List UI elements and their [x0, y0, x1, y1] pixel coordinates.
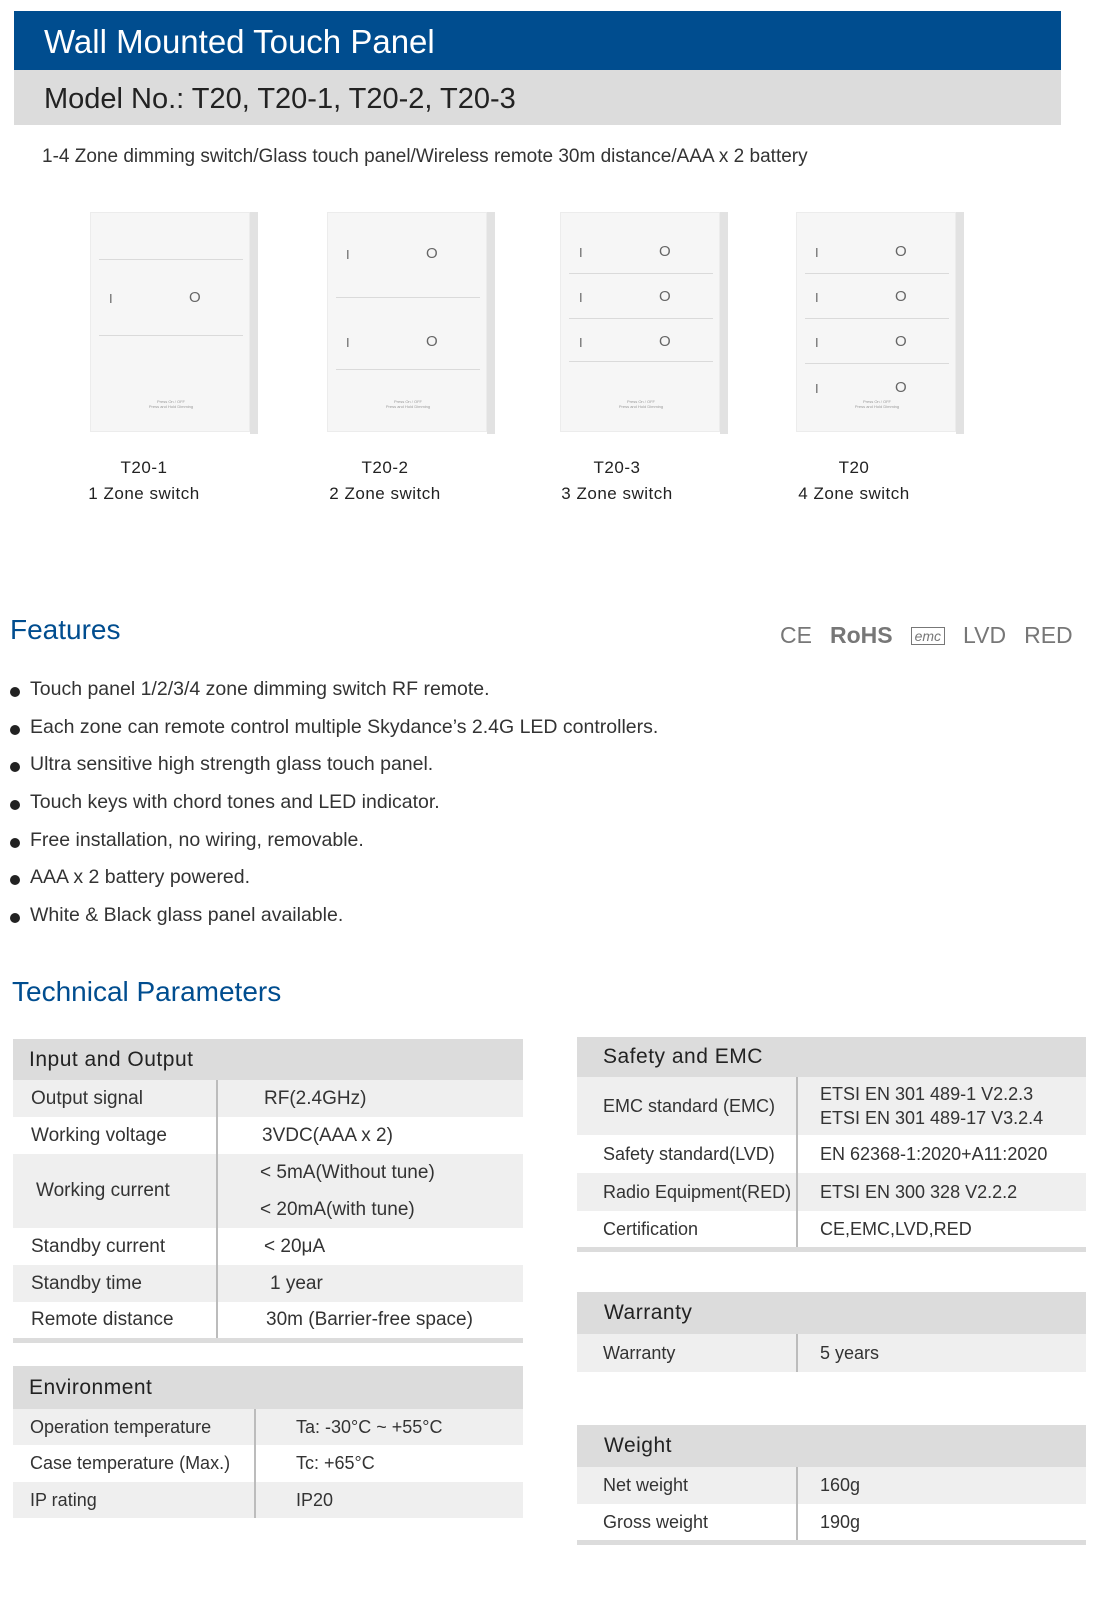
panel-edge: [720, 212, 728, 434]
table-row: Working current < 5mA(Without tune): [13, 1154, 523, 1191]
product-description: 1 Zone switch: [88, 484, 200, 503]
off-key-icon: O: [189, 289, 201, 306]
on-key-icon: I: [579, 290, 583, 305]
features-heading: Features: [10, 614, 121, 645]
table-row: Case temperature (Max.) Tc: +65°C: [13, 1445, 523, 1482]
table-row: Radio Equipment(RED) ETSI EN 300 328 V2.2.2: [577, 1173, 1086, 1211]
safety-table-title: Safety and EMC: [577, 1037, 1086, 1077]
off-key-icon: O: [659, 333, 671, 350]
off-key-icon: O: [895, 288, 907, 305]
certification-logos: [780, 622, 1073, 649]
on-key-icon: I: [109, 291, 113, 306]
feature-item: Ultra sensitive high strength glass touch panel.: [10, 753, 658, 791]
product-code: T20-3: [593, 458, 641, 477]
title-bar: [14, 11, 1061, 70]
on-key-icon: I: [579, 335, 583, 350]
product-subtitle: 1-4 Zone dimming switch/Glass touch panel/Wireless remote 30m distance/AAA x 2 battery: [42, 146, 808, 167]
touch-panel-image: [560, 212, 720, 432]
off-key-icon: O: [426, 333, 438, 350]
panel-divider: [336, 369, 480, 370]
feature-item: White & Black glass panel available.: [10, 904, 658, 942]
panel-divider: [569, 318, 713, 319]
environment-table-title: Environment: [13, 1366, 523, 1409]
panel-print: Press On / OFF Press and Hold Dimming: [618, 399, 664, 409]
product-code: T20-1: [120, 458, 168, 477]
table-row: Warranty 5 years: [577, 1334, 1086, 1372]
table-row: Operation temperature Ta: -30°C ~ +55°C: [13, 1409, 523, 1445]
weight-table-title: Weight: [577, 1425, 1086, 1467]
table-row: Standby current < 20μA: [13, 1228, 523, 1265]
tech-heading: Technical Parameters: [12, 976, 282, 1007]
on-key-icon: I: [346, 247, 350, 262]
on-key-icon: I: [815, 381, 819, 396]
table-row: Gross weight 190g: [577, 1504, 1086, 1540]
off-key-icon: O: [659, 243, 671, 260]
red-logo: RED: [1024, 622, 1073, 648]
table-row: Remote distance 30m (Barrier-free space): [13, 1302, 523, 1338]
bullet-icon: [10, 762, 20, 772]
on-key-icon: I: [815, 245, 819, 260]
warranty-table-title: Warranty: [577, 1292, 1086, 1334]
panel-divider: [99, 335, 243, 336]
touch-panel-image: [327, 212, 487, 432]
table-row: IP rating IP20: [13, 1482, 523, 1518]
bullet-icon: [10, 687, 20, 697]
weight-table: [577, 1425, 1086, 1545]
panel-divider: [569, 361, 713, 362]
product-description: 2 Zone switch: [329, 484, 441, 503]
bullet-icon: [10, 838, 20, 848]
on-key-icon: I: [815, 335, 819, 350]
table-row: Certification CE,EMC,LVD,RED: [577, 1211, 1086, 1247]
product-code: T20-2: [361, 458, 409, 477]
panel-divider: [805, 363, 949, 364]
on-key-icon: I: [346, 335, 350, 350]
io-table-title: Input and Output: [13, 1039, 523, 1080]
environment-table: [13, 1366, 523, 1518]
features-list: [10, 678, 658, 942]
panel-print: Press On / OFF Press and Hold Dimming: [854, 399, 900, 409]
bullet-icon: [10, 913, 20, 923]
panel-divider: [805, 273, 949, 274]
table-row: Working voltage 3VDC(AAA x 2): [13, 1117, 523, 1154]
model-number: Model No.: T20, T20-1, T20-2, T20-3: [44, 83, 516, 115]
rohs-logo: RoHS: [829, 622, 893, 648]
off-key-icon: O: [895, 379, 907, 396]
product-description: 4 Zone switch: [798, 484, 910, 503]
product-code: T20: [838, 458, 870, 477]
feature-item: AAA x 2 battery powered.: [10, 866, 658, 904]
on-key-icon: I: [815, 290, 819, 305]
warranty-table: [577, 1292, 1086, 1372]
feature-item: Free installation, no wiring, removable.: [10, 829, 658, 867]
table-row: Net weight 160g: [577, 1467, 1086, 1504]
off-key-icon: O: [895, 243, 907, 260]
emc-logo: emc: [911, 627, 945, 645]
model-bar: [14, 70, 1061, 125]
feature-item: Touch keys with chord tones and LED indicator.: [10, 791, 658, 829]
ce-logo: CE: [780, 622, 812, 648]
off-key-icon: O: [895, 333, 907, 350]
bullet-icon: [10, 875, 20, 885]
touch-panel-image: [90, 212, 250, 432]
panel-divider: [805, 318, 949, 319]
off-key-icon: O: [426, 245, 438, 262]
table-row: < 20mA(with tune): [13, 1191, 523, 1228]
panel-divider: [336, 297, 480, 298]
io-table: [13, 1039, 523, 1343]
product-description: 3 Zone switch: [561, 484, 673, 503]
feature-item: Touch panel 1/2/3/4 zone dimming switch RF remote.: [10, 678, 658, 716]
panel-edge: [487, 212, 495, 434]
off-key-icon: O: [659, 288, 671, 305]
panel-print: Press On / OFF Press and Hold Dimming: [148, 399, 194, 409]
feature-item: Each zone can remote control multiple Skydance’s 2.4G LED controllers.: [10, 716, 658, 754]
safety-table: [577, 1037, 1086, 1252]
bullet-icon: [10, 800, 20, 810]
page-title: Wall Mounted Touch Panel: [44, 23, 435, 60]
panel-divider: [569, 273, 713, 274]
on-key-icon: I: [579, 245, 583, 260]
panel-print: Press On / OFF Press and Hold Dimming: [385, 399, 431, 409]
table-row: Safety standard(LVD) EN 62368-1:2020+A11:2020: [577, 1135, 1086, 1173]
panel-edge: [250, 212, 258, 434]
bullet-icon: [10, 725, 20, 735]
lvd-logo: LVD: [963, 622, 1007, 648]
panel-divider: [99, 259, 243, 260]
panel-edge: [956, 212, 964, 434]
table-row: Standby time 1 year: [13, 1265, 523, 1302]
table-row: EMC standard (EMC) ETSI EN 301 489-1 V2.2.3 ETSI EN 301 489-17 V3.2.4: [577, 1077, 1086, 1135]
table-row: Output signal RF(2.4GHz): [13, 1080, 523, 1117]
touch-panel-image: [796, 212, 956, 432]
